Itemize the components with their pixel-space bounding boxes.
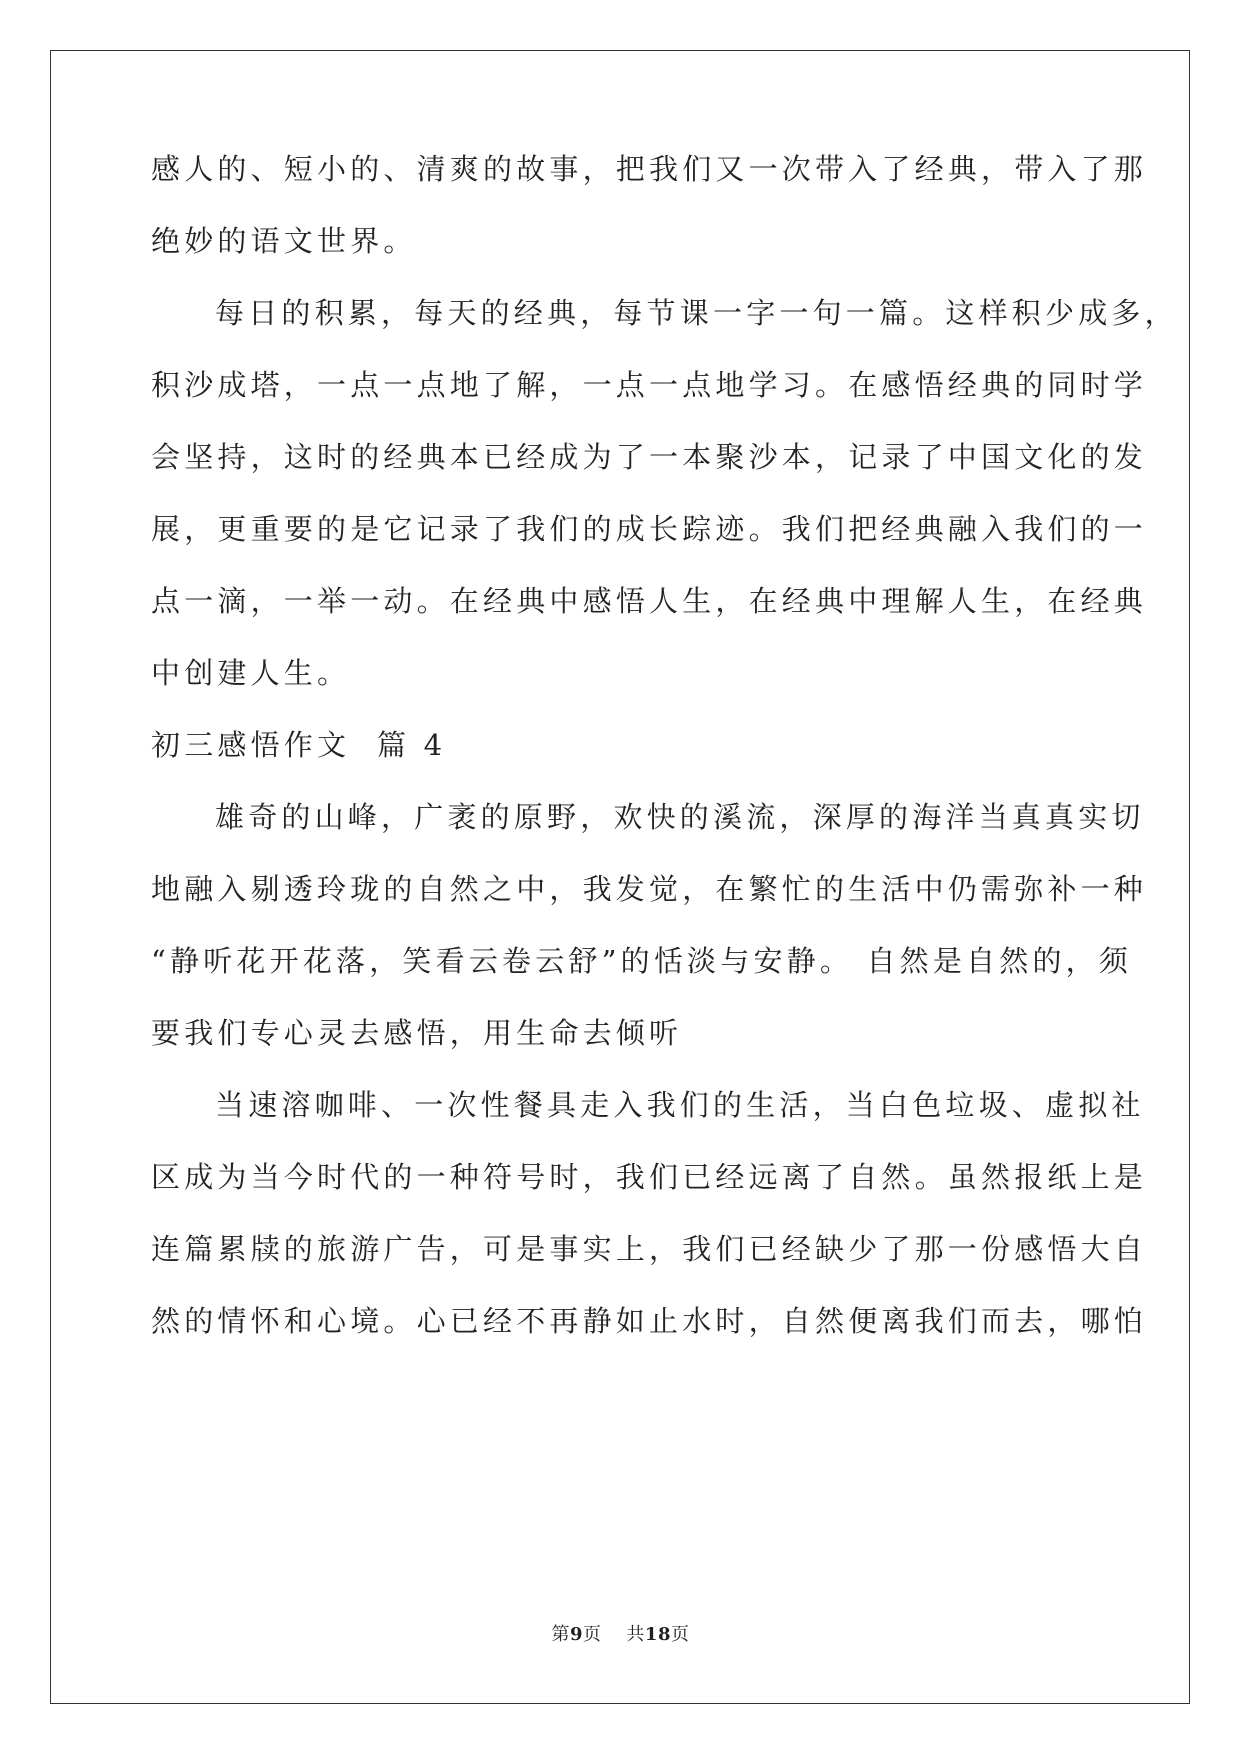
body-text-line: 然的情怀和心境。心已经不再静如止水时，自然便离我们而去，哪怕: [151, 1304, 1148, 1338]
body-text-line: 绝妙的语文世界。: [151, 224, 417, 258]
paragraph-first-line: 雄奇的山峰，广袤的原野，欢快的溪流，深厚的海洋当真真实切: [215, 800, 1145, 834]
footer-middle: 页 共: [583, 1624, 645, 1645]
body-text-line: 感人的、短小的、清爽的故事，把我们又一次带入了经典，带入了那: [151, 152, 1148, 186]
body-text-line: 连篇累牍的旅游广告，可是事实上，我们已经缺少了那一份感悟大自: [151, 1232, 1148, 1266]
footer-suffix: 页: [670, 1624, 690, 1645]
page-footer: [0, 1623, 1241, 1647]
total-pages-number: 18: [644, 1624, 671, 1645]
body-text-line: 展，更重要的是它记录了我们的成长踪迹。我们把经典融入我们的一: [151, 512, 1148, 546]
current-page-number: 9: [570, 1624, 584, 1645]
body-text-line: 区成为当今时代的一种符号时，我们已经远离了自然。虽然报纸上是: [151, 1160, 1148, 1194]
body-text-line: “静听花开花落，笑看云卷云舒”的恬淡与安静。 自然是自然的，须: [151, 944, 1133, 978]
body-text-line: 要我们专心灵去感悟，用生命去倾听: [151, 1016, 683, 1050]
body-text-line: 点一滴，一举一动。在经典中感悟人生，在经典中理解人生，在经典: [151, 584, 1148, 618]
paragraph-first-line: 当速溶咖啡、一次性餐具走入我们的生活，当白色垃圾、虚拟社: [215, 1088, 1145, 1122]
section-heading: 初三感悟作文 篇 4: [151, 728, 447, 762]
paragraph-first-line: 每日的积累，每天的经典，每节课一字一句一篇。这样积少成多，: [215, 296, 1178, 330]
body-text-line: 积沙成塔，一点一点地了解，一点一点地学习。在感悟经典的同时学: [151, 368, 1148, 402]
body-text-line: 中创建人生。: [151, 656, 351, 690]
body-text-line: 会坚持，这时的经典本已经成为了一本聚沙本，记录了中国文化的发: [151, 440, 1148, 474]
body-text-line: 地融入剔透玲珑的自然之中，我发觉，在繁忙的生活中仍需弥补一种: [151, 872, 1148, 906]
footer-prefix: 第: [551, 1624, 570, 1645]
